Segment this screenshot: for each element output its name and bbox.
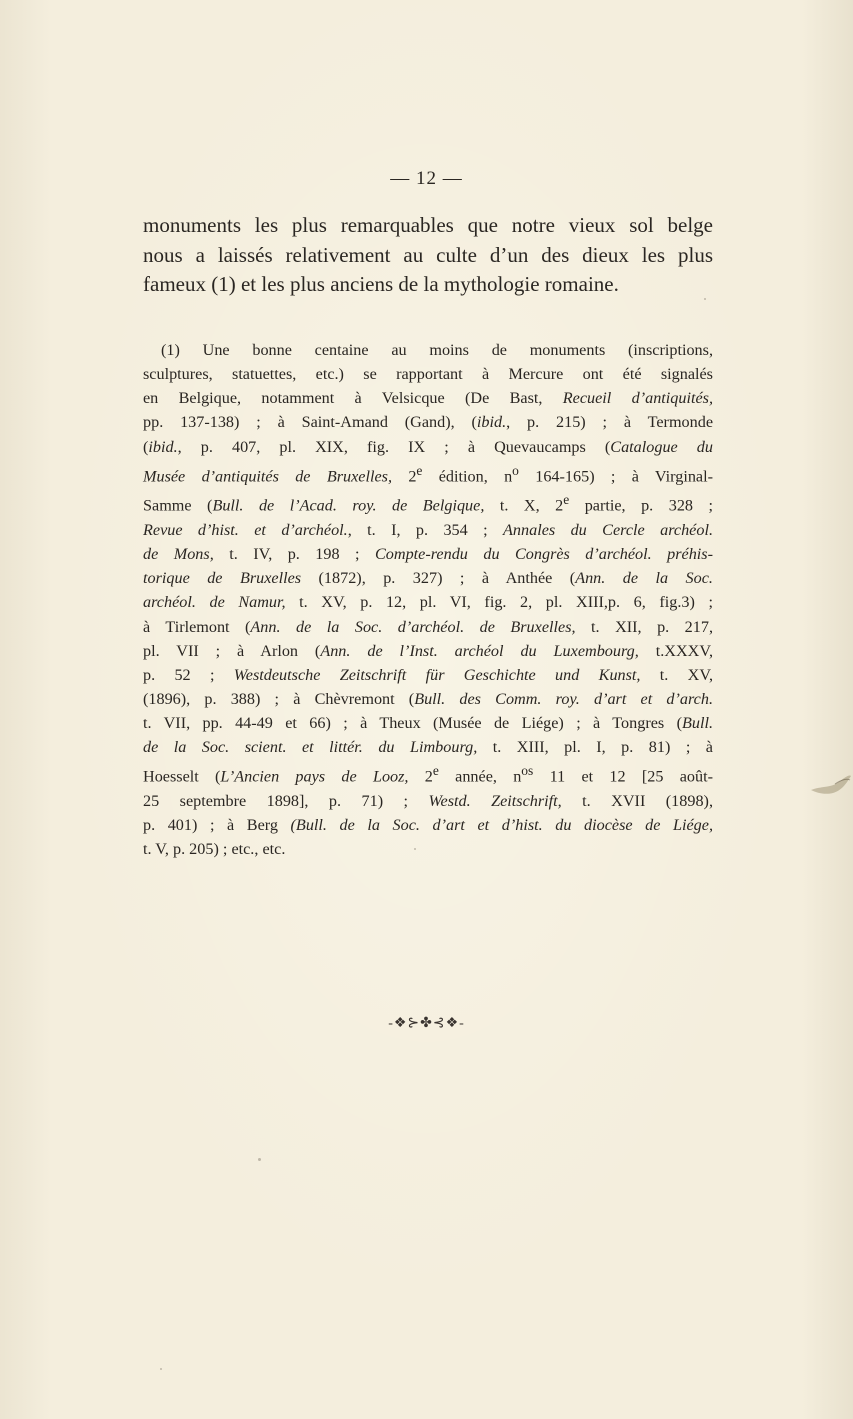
footnote-line: 25 septembre 1898], p. 71) ; Westd. Zeitschrift, t. XVII (1898), [143,791,713,810]
footnote-line: torique de Bruxelles (1872), p. 327) ; à Anthée (Ann. de la Soc. [143,569,713,588]
footnote-line: pp. 137-138) ; à Saint-Amand (Gand), (ibid., p. 215) ; à Termonde [143,413,713,432]
footnote-line: t. VII, pp. 44-49 et 66) ; à Theux (Musée de Liége) ; à Tongres (Bull. [143,714,713,733]
footnote [143,338,713,861]
footnote-line: de la Soc. scient. et littér. du Limbourg, t. XIII, pl. I, p. 81) ; à [143,738,713,757]
footnote-line: t. V, p. 205) ; etc., etc. [143,840,286,859]
footnote-line: Musée d’antiquités de Bruxelles, 2e édition, $n^o$ 164-165) ; à Virginal- [143,462,714,486]
paper-speck [160,1368,162,1370]
page-number: — 12 — [390,168,463,189]
ink-stain-icon [803,760,853,810]
paper-speck [414,848,416,850]
footnote-line: en Belgique, notamment à Velsicque (De Bast, Recueil d’antiquités, [143,389,713,408]
footnote-line: Hoesselt (L’Ancien pays de Looz, 2e année, $n^{os}$ 11 et 12 [25 août- [143,763,713,786]
footnote-line: (ibid., p. 407, pl. XIX, fig. IX ; à Quevaucamps (Catalogue du [143,437,713,456]
footnote-line: sculptures, statuettes, etc.) se rapportant à Mercure ont été signalés [143,365,713,384]
footnote-line: de Mons, t. IV, p. 198 ; Compte-rendu du Congrès d’archéol. préhis- [143,545,713,564]
main-paragraph [143,211,713,300]
footnote-line: Samme (Bull. de l’Acad. roy. de Belgique, t. X, 2e partie, p. 328 ; [143,492,713,515]
fleuron-ornament-icon: -❖⊱✤⊰❖- [388,1016,465,1031]
paper-speck [258,1158,261,1161]
paper-speck [704,298,706,300]
footnote-line: archéol. de Namur, t. XV, p. 12, pl. VI, fig. 2, pl. XIII,p. 6, fig.3) ; [143,593,713,612]
main-text-line: monuments les plus remarquables que notre vieux sol belge [143,213,713,237]
footnote-line: à Tirlemont (Ann. de la Soc. d’archéol. de Bruxelles, t. XII, p. 217, [143,617,714,636]
main-text-line: nous a laissés relativement au culte d’un des dieux les plus [143,242,713,267]
footnote-line: (1896), p. 388) ; à Chèvremont (Bull. des Comm. roy. d’art et d’arch. [143,689,713,708]
footnote-line: Revue d’hist. et d’archéol., t. I, p. 354 ; Annales du Cercle archéol. [143,520,713,539]
footnote-line: pl. VII ; à Arlon (Ann. de l’Inst. archéol du Luxembourg, t.XXXV, [143,641,714,660]
footnote-line: p. 52 ; Westdeutsche Zeitschrift für Geschichte und Kunst, t. XV, [143,665,714,684]
main-text-line: fameux (1) et les plus anciens de la mythologie romaine. [143,272,619,296]
footnote-line: p. 401) ; à Berg (Bull. de la Soc. d’art et d’hist. du diocèse de Liége, [143,816,713,835]
footnote-line: (1) Une bonne centaine au moins de monuments (inscriptions, [161,341,713,359]
